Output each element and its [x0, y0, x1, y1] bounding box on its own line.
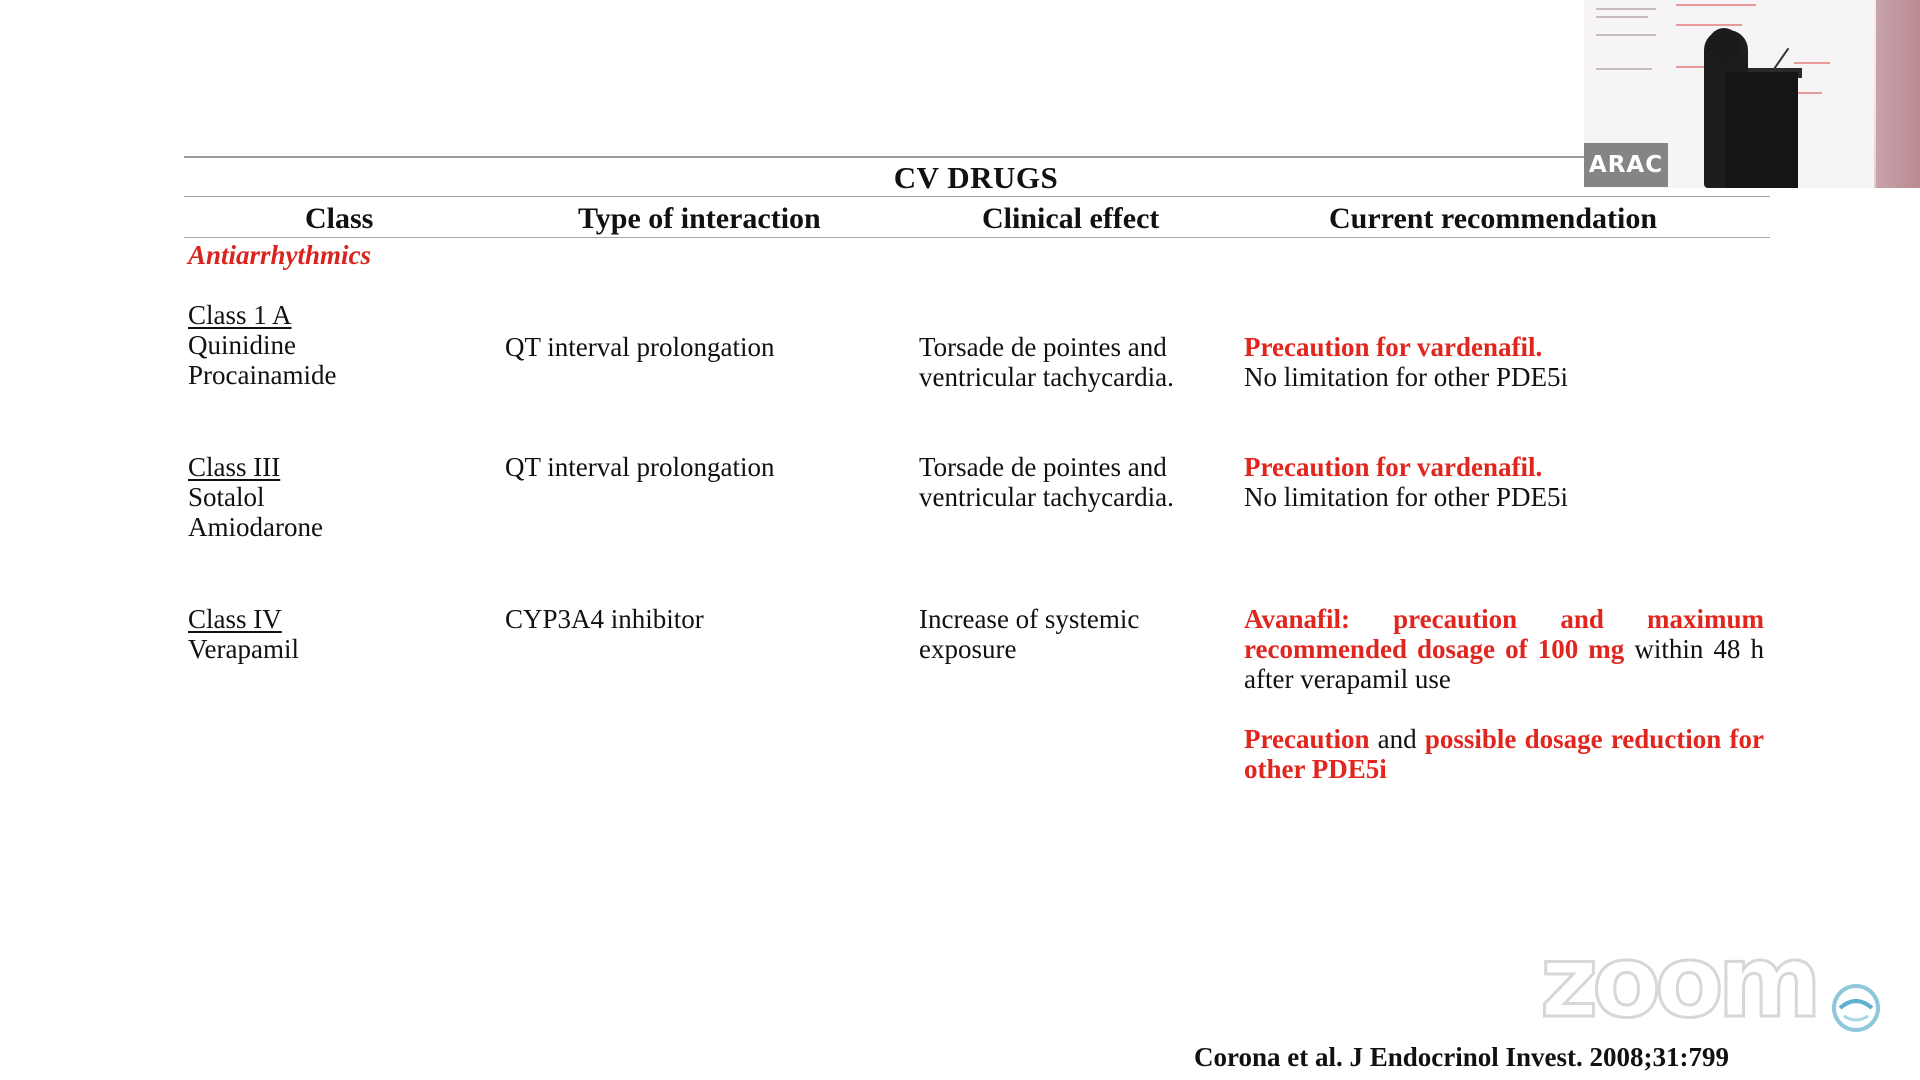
table-row-1-class: [188, 300, 336, 390]
effect-text: Torsade de pointes and: [919, 452, 1167, 482]
recommendation-text: and: [1369, 724, 1425, 754]
table-row-1-effect: [919, 332, 1174, 392]
recommendation-paragraph-1: [1244, 604, 1764, 694]
recommendation-text: within 48 h after verapamil use: [1244, 634, 1764, 694]
table-row-2-recommendation: [1244, 452, 1764, 512]
table-row-3-effect: [919, 604, 1139, 664]
zoom-watermark: zoom: [1540, 923, 1816, 1040]
header-clinical-effect: Clinical effect: [982, 202, 1160, 235]
presenter-head: [1707, 28, 1741, 66]
class-name: Class IV: [188, 604, 282, 634]
table-title-rule: [184, 196, 1770, 197]
table-row-1-interaction: [505, 332, 774, 362]
table-row-2-effect: [919, 452, 1174, 512]
screen-text-line: [1794, 92, 1822, 94]
screen-text-line: [1794, 62, 1830, 64]
table-row-3-interaction: [505, 604, 704, 634]
section-label: Antiarrhythmics: [188, 240, 372, 270]
table-top-rule: [184, 156, 1770, 158]
screen-text-line: [1596, 68, 1652, 70]
society-logo-icon: [1826, 980, 1886, 1040]
screen-text-line: [1676, 4, 1756, 6]
effect-text: ventricular tachycardia.: [919, 362, 1174, 392]
header-current-recommendation: Current recommendation: [1329, 202, 1658, 235]
effect-text: Torsade de pointes and: [919, 332, 1167, 362]
table-header-rule: [184, 237, 1770, 238]
citation: Corona et al. J Endocrinol Invest. 2008;31:799: [1194, 1042, 1730, 1072]
screen-text-line: [1676, 66, 1706, 68]
table-row-3-recommendation: [1244, 604, 1764, 784]
table-row-3-class: [188, 604, 299, 664]
drug-name: Amiodarone: [188, 512, 323, 542]
header-type-of-interaction: Type of interaction: [578, 202, 821, 235]
table-title: CV DRUGS: [893, 160, 1059, 195]
screen-text-line: [1596, 8, 1656, 10]
drug-name: Procainamide: [188, 360, 337, 390]
recommendation-paragraph-2: [1244, 724, 1764, 784]
drug-name: Verapamil: [188, 634, 299, 664]
table-row-1-recommendation: [1244, 332, 1764, 392]
class-name: Class 1 A: [188, 300, 292, 330]
recommendation-highlight: Precaution for vardenafil.: [1244, 452, 1543, 482]
screen-text-line: [1676, 24, 1742, 26]
table-row-2-interaction: [505, 452, 774, 482]
stage-wall: [1876, 0, 1920, 188]
screen-text-line: [1596, 34, 1656, 36]
recommendation-highlight: possible dosage reduction for other PDE5i: [1244, 724, 1764, 784]
table-row-2-class: [188, 452, 323, 542]
recommendation-highlight: Precaution for vardenafil.: [1244, 332, 1543, 362]
screen-text-line: [1596, 16, 1648, 18]
effect-text: ventricular tachycardia.: [919, 482, 1174, 512]
effect-text: exposure: [919, 634, 1017, 664]
podium: [1726, 72, 1798, 188]
camera-label: ARAC: [1584, 143, 1668, 187]
drug-name: Sotalol: [188, 482, 265, 512]
header-class: Class: [305, 202, 374, 235]
interaction-text: QT interval prolongation: [505, 332, 775, 362]
interaction-text: CYP3A4 inhibitor: [505, 604, 704, 634]
recommendation-text: No limitation for other PDE5i: [1244, 362, 1568, 392]
recommendation-highlight: Precaution: [1244, 724, 1370, 754]
recommendation-text: No limitation for other PDE5i: [1244, 482, 1568, 512]
recommendation-highlight: Avanafil: precaution and maximum recommended dosage of 100 mg: [1244, 604, 1764, 664]
drug-name: Quinidine: [188, 330, 296, 360]
class-name: Class III: [188, 452, 281, 482]
effect-text: Increase of systemic: [919, 604, 1140, 634]
interaction-text: QT interval prolongation: [505, 452, 775, 482]
